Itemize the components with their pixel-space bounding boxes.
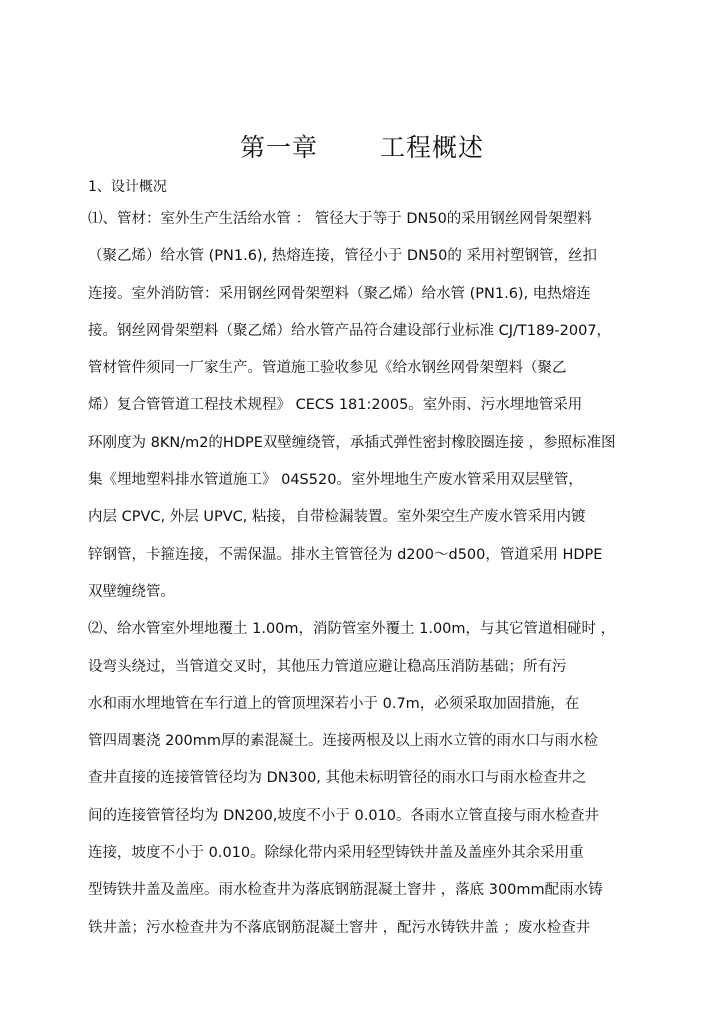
text-line: 连接，坡度不小于 0.010。除绿化带内采用轻型铸铁井盖及盖座外其余采用重 bbox=[88, 845, 584, 862]
chapter-name: 工程概述 bbox=[380, 133, 485, 162]
chapter-number: 第一章 bbox=[239, 133, 318, 162]
section-heading: 1、设计概况 bbox=[88, 179, 167, 195]
text-line: 间的连接管管径均为 DN200,坡度不小于 0.010。各雨水立管直接与雨水检查井 bbox=[88, 807, 600, 824]
text-line: 管四周裹浇 200mm厚的素混凝土。连接两根及以上雨水立管的雨水口与雨水检 bbox=[88, 733, 599, 750]
text-line: 集《埋地塑料排水管道施工》 04S520。室外埋地生产废水管采用双层壁管， bbox=[88, 472, 583, 489]
text-line: 烯）复合管管道工程技术规程》 CECS 181:2005。室外雨、污水埋地管采用 bbox=[88, 397, 583, 414]
text-line: 环刚度为 8KN/m2的HDPE双壁缠绕管，承插式弹性密封橡胶圈连接 ，参照标准图 bbox=[88, 434, 616, 451]
text-line: 双壁缠绕管。 bbox=[88, 583, 175, 600]
text-line: 管材管件须同一厂家生产。管道施工验收参见《给水钢丝网骨架塑料（聚乙 bbox=[88, 360, 567, 377]
text-line: ⑴、管材：室外生产生活给水管 ： 管径大于等于 DN50的采用钢丝网骨架塑料 bbox=[88, 211, 592, 227]
text-line: 接。钢丝网骨架塑料（聚乙烯）给水管产品符合建设部行业标准 CJ/T189-2007， bbox=[88, 322, 612, 339]
text-line: 设弯头绕过，当管道交叉时，其他压力管道应避让稳高压消防基础；所有污 bbox=[88, 658, 567, 675]
text-line: 连接。室外消防管：采用钢丝网骨架塑料（聚乙烯）给水管 (PN1.6), 电热熔连 bbox=[88, 285, 591, 302]
body-text bbox=[88, 209, 678, 955]
text-line: （聚乙烯）给水管 (PN1.6), 热熔连接，管径小于 DN50的 采用衬塑钢管，丝扣 bbox=[88, 248, 597, 265]
text-line: 铁井盖；污水检查井为不落底钢筋混凝土窨井 ，配污水铸铁井盖 ；废水检查井 bbox=[88, 919, 591, 936]
text-line: ⑵、给水管室外埋地覆土 1.00m，消防管室外覆土 1.00m，与其它管道相碰时 ， bbox=[88, 621, 616, 638]
text-line: 内层 CPVC, 外层 UPVC, 粘接，自带检漏装置。室外架空生产废水管采用内镀 bbox=[88, 509, 586, 526]
text-line: 型铸铁井盖及盖座。雨水检查井为落底钢筋混凝土窨井 ，落底 300mm配雨水铸 bbox=[88, 882, 603, 899]
text-line: 锌钢管，卡箍连接，不需保温。排水主管管径为 d200～d500，管道采用 HDPE bbox=[88, 546, 603, 563]
text-line: 查井直接的连接管管径均为 DN300, 其他未标明管径的雨水口与雨水检查井之 bbox=[88, 770, 587, 787]
text-line: 水和雨水埋地管在车行道上的管顶埋深若小于 0.7m，必须采取加固措施，在 bbox=[88, 695, 580, 712]
chapter-title bbox=[0, 128, 724, 164]
